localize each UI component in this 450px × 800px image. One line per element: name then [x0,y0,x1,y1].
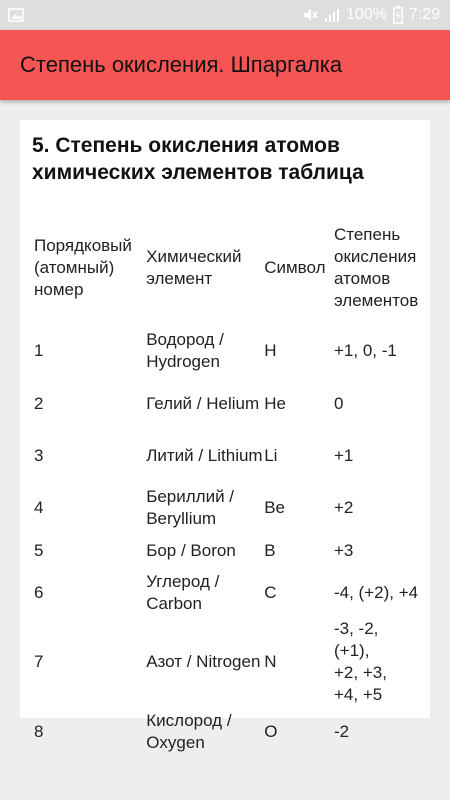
cell-oxidation: +3 [333,541,354,560]
battery-charging-icon [393,6,403,24]
cell-symbol: B [264,541,276,560]
status-left [8,8,24,22]
status-right [302,6,440,24]
table-row [34,534,444,568]
cell-element: Бериллий / Beryllium [146,487,235,528]
cell-symbol: N [264,652,277,671]
cell-element: Бор / Boron [146,541,236,560]
cell-number: 7 [34,652,44,671]
table-row [34,378,444,430]
cell-symbol: O [264,722,278,741]
header-number: Порядковый (атомный) номер [34,236,132,299]
header-element: Химический элемент [146,247,242,288]
cell-number: 2 [34,394,44,413]
cell-oxidation [334,618,444,706]
cell-number: 5 [34,541,44,560]
cell-oxidation: +2 [333,498,354,517]
table-row [34,706,444,758]
table-row [34,430,444,482]
app-bar [0,30,450,100]
cell-symbol: Li [264,446,278,465]
header-symbol: Символ [264,258,326,277]
cell-symbol: He [264,394,286,413]
oxidation-table-container[interactable] [34,212,444,758]
table-row [34,482,444,534]
header-oxidation-text: Степень окисления атомов элементов [333,225,419,310]
cell-element: Кислород / Oxygen [146,711,232,752]
cell-oxidation: -2 [333,722,350,741]
cell-number: 1 [34,341,44,360]
cell-element: Азот / Nitrogen [146,652,261,671]
header-oxidation [334,212,444,324]
cell-symbol: C [264,583,277,602]
content-card[interactable] [20,120,430,752]
app-title: Степень окисления. Шпаргалка [20,52,343,77]
table-row [34,618,444,706]
cell-number: 6 [34,583,44,602]
cell-number: 8 [34,722,44,741]
cell-element: Гелий / Helium [146,394,260,413]
cell-oxidation: -4, (+2), +4 [333,583,419,602]
section-title: 5. Степень окисления атомов химических элементов таблица [32,134,364,184]
table-header-row [34,212,444,324]
signal-icon [324,7,340,23]
cell-symbol: Be [264,498,285,517]
cell-element: Углерод / Carbon [146,572,220,613]
mute-icon [302,7,318,23]
cell-oxidation: 0 [333,394,344,413]
battery-percent: 100% [345,6,387,23]
oxidation-table [34,212,444,758]
cell-symbol: H [264,341,277,360]
cell-element: Литий / Lithium [146,446,263,465]
status-bar [0,0,450,30]
image-icon [8,8,24,22]
clock: 7:29 [408,6,440,23]
cell-oxidation: +1, 0, -1 [333,341,397,360]
cell-element: Водород / Hydrogen [146,330,224,371]
table-row [34,324,444,378]
cell-number: 3 [34,446,44,465]
cell-number: 4 [34,498,44,517]
cell-oxidation-text: -3, -2, (+1), +2, +3, +4, +5 [333,619,387,704]
cell-oxidation: +1 [333,446,354,465]
table-row [34,568,444,618]
